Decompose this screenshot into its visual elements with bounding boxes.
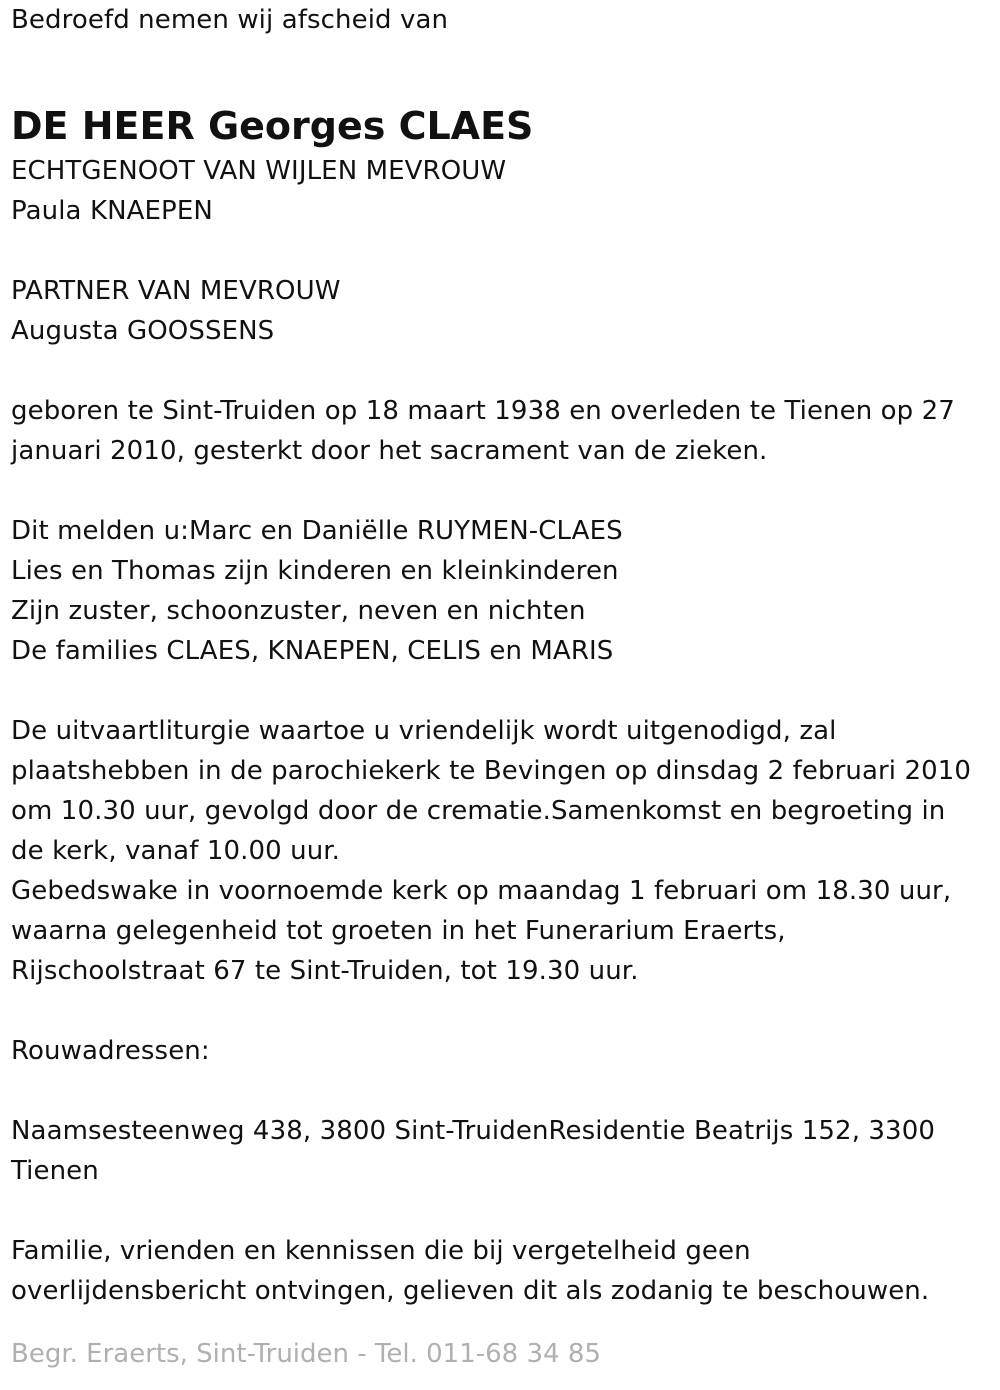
spouse-name: Paula KNAEPEN xyxy=(11,196,213,226)
ceremony-line: de kerk, vanaf 10.00 uur. xyxy=(11,836,341,866)
obituary-notice xyxy=(11,0,986,1311)
ceremony-line: waarna gelegenheid tot groeten in het Funerarium Eraerts, xyxy=(11,916,786,946)
address-line: Tienen xyxy=(11,1156,99,1186)
ceremony-line: om 10.30 uur, gevolgd door de crematie.Samenkomst en begroeting in xyxy=(11,796,946,826)
partner-role: PARTNER VAN MEVROUW xyxy=(11,276,341,306)
ceremony-line: Gebedswake in voornoemde kerk op maandag 1 februari om 18.30 uur, xyxy=(11,876,952,906)
deceased-name: DE HEER Georges CLAES xyxy=(11,104,534,148)
announcer-line: Dit melden u:Marc en Daniëlle RUYMEN-CLAES xyxy=(11,516,623,546)
ceremony-line: De uitvaartliturgie waartoe u vriendelijk wordt uitgenodigd, zal xyxy=(11,716,837,746)
closing-line: overlijdensbericht ontvingen, gelieven dit als zodanig te beschouwen. xyxy=(11,1276,930,1306)
announcer-line: Lies en Thomas zijn kinderen en kleinkinderen xyxy=(11,556,619,586)
spouse-role: ECHTGENOOT VAN WIJLEN MEVROUW xyxy=(11,156,507,186)
closing-line: Familie, vrienden en kennissen die bij vergetelheid geen xyxy=(11,1236,751,1266)
birth-death-line: geboren te Sint-Truiden op 18 maart 1938 en overleden te Tienen op 27 xyxy=(11,396,955,426)
funeral-home-footer: Begr. Eraerts, Sint-Truiden - Tel. 011-68 34 85 xyxy=(11,1339,601,1369)
spacer xyxy=(11,671,986,711)
ceremony-line: plaatshebben in de parochiekerk te Bevingen op dinsdag 2 februari 2010 xyxy=(11,756,972,786)
spacer xyxy=(11,471,986,511)
birth-death-line: januari 2010, gesterkt door het sacrament van de zieken. xyxy=(11,436,768,466)
spacer xyxy=(11,1071,986,1111)
spacer xyxy=(11,991,986,1031)
spacer xyxy=(11,1191,986,1231)
spacer xyxy=(11,231,986,271)
addresses-label: Rouwadressen: xyxy=(11,1036,210,1066)
spacer xyxy=(11,351,986,391)
partner-name: Augusta GOOSSENS xyxy=(11,316,275,346)
announcer-line: Zijn zuster, schoonzuster, neven en nichten xyxy=(11,596,586,626)
intro-text: Bedroefd nemen wij afscheid van xyxy=(11,5,449,35)
address-line: Naamsesteenweg 438, 3800 Sint-TruidenResidentie Beatrijs 152, 3300 xyxy=(11,1116,935,1146)
ceremony-line: Rijschoolstraat 67 te Sint-Truiden, tot 19.30 uur. xyxy=(11,956,639,986)
announcer-line: De families CLAES, KNAEPEN, CELIS en MARIS xyxy=(11,636,614,666)
